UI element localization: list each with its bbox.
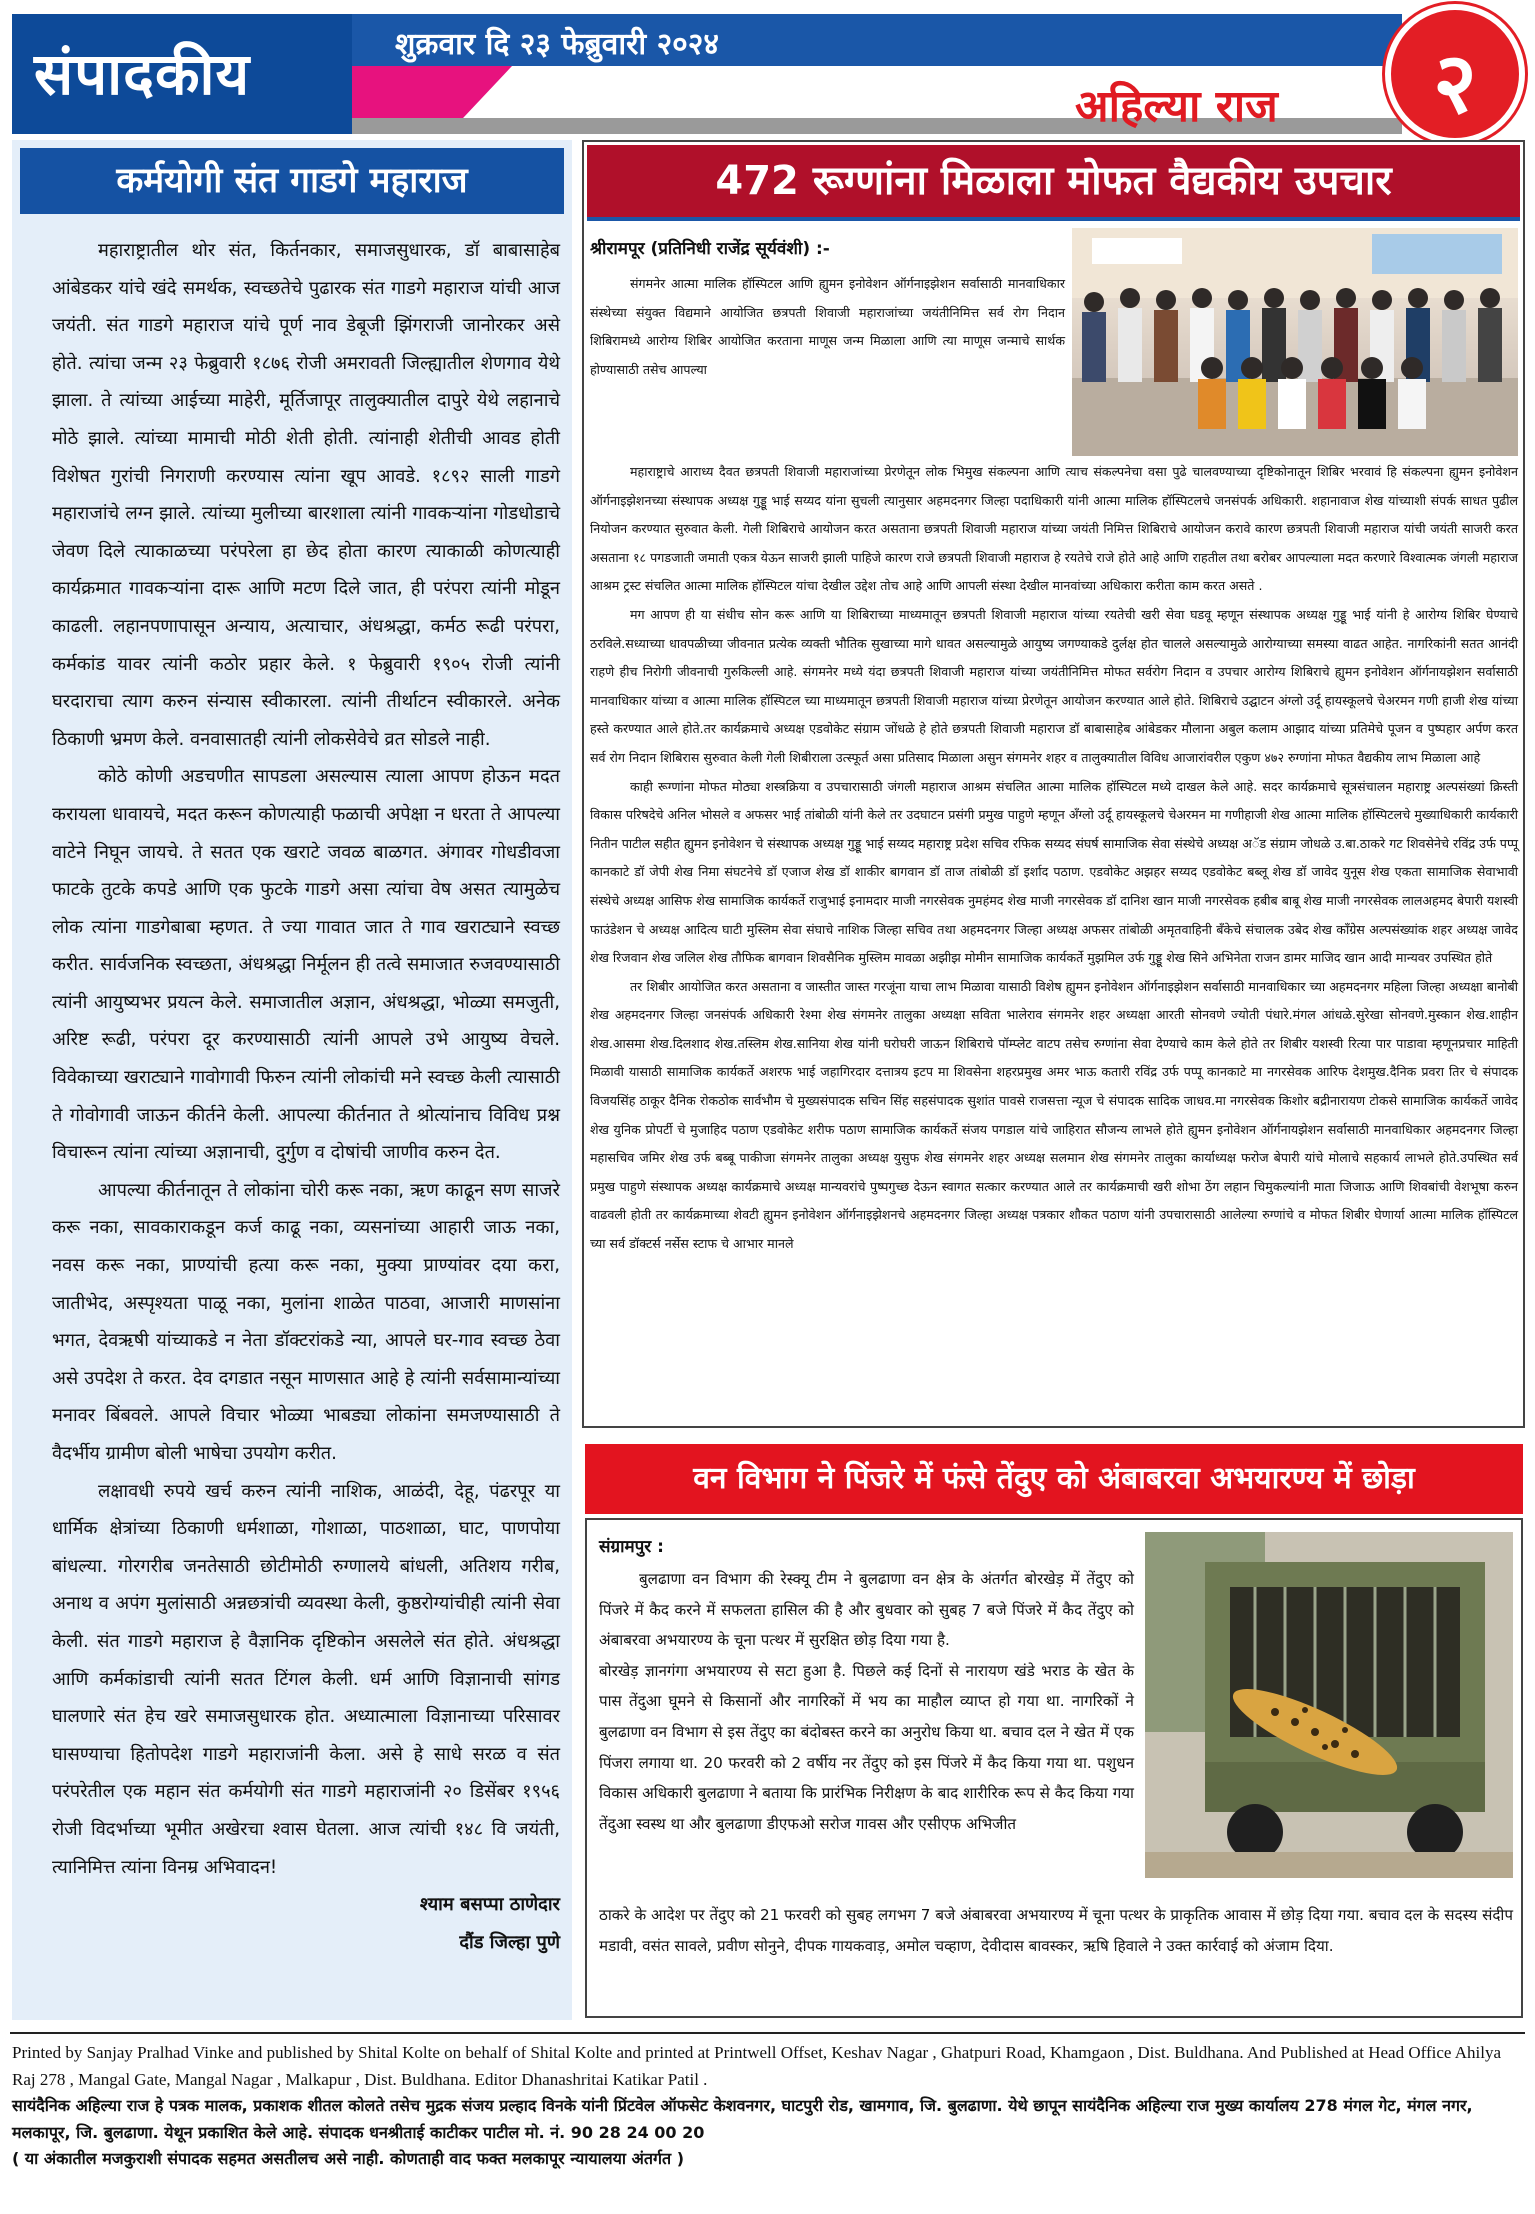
health-camp-lead-paragraph: संगमनेर आत्मा मालिक हॉस्पिटल आणि ह्युमन इनोवेशन ऑर्गनाइझेशन सर्वासाठी मानवाधिकार संस्थेच्या संयुक्त विद्यमाने आयोजित छत्रपती शिवाजी महाराजांच्या जयंतीनिमित्त सर्व रोग निदान शिबिरामध्ये आरोग्य शिबिर आयोजित करताना माणूस जन्म मिळाला आणि त्या माणूस जन्माचे सार्थक होण्यासाठी तसेच आपल्या [590,276,1065,377]
leopard-paragraph: बुलढाणा वन विभाग की रेस्क्यू टीम ने बुलढाणा वन क्षेत्र के अंतर्गत बोरखेड़ में तेंदुए को पिंजरे में कैद करने में सफलता हासिल की है और बुधवार को सुबह 7 बजे पिंजरे में कैद तेंदुए को अंबाबरवा अभयारण्य के चूना पत्थर में सुरक्षित छोड़ दिया गया है. [599,1570,1134,1650]
health-camp-paragraph: काही रूग्णांना मोफत मोठ्या शस्त्रक्रिया व उपचारासाठी जंगली महाराज आश्रम संचलित आत्मा मालिक हॉस्पिटल मध्ये दाखल केले आहे. सदर कार्यक्रमाचे सूत्रसंचालन महाराष्ट्र अल्पसंख्यां क्रिस्ती विकास परिषदेचे अनिल भोसले व अफसर भाई तांबोळी यांनी केले तर उदघाटन प्रसंगी प्रमुख पाहुणे म्हणून अँग्लो उर्दू हायस्कूलचे चेअरमन मा गणीहाजी शेख आत्मा मालिक हॉस्पिटलचे मुख्याधिकारी कार्यकारी नितीन पाटील सहीत ह्युमन इनोवेशन चे संस्थापक अध्यक्ष गुड्डू भाई सय्यद महाराष्ट्र प्रदेश सचिव रफिक सय्यद संघर्ष सामाजिक सेवा संस्थेचे अध्यक्ष अॅड संग्राम जोधळे उ.बा.ठाकरे गट शिवसेनेचे रविंद्र उर्फ पप्पू कानकाटे डॉ जेपी शेख निमा संघटनेचे डॉ एजाज शेख डॉ शाकीर बागवान डॉ ताज तांबोळी डॉ इर्शाद पठाण. एडवोकेट अझहर सय्यद एडवोकेट बब्लू शेख डॉ जावेद युनूस शेख एकता सामाजिक सेवाभावी संस्थेचे अध्यक्ष आसिफ शेख सामाजिक कार्यकर्ते राजुभाई इनामदार माजी नगरसेवक नुमहंमद शेख माजी नगरसेवक डॉ दानिश खान माजी नगरसेवक हबीब बाबू शेख माजी नगरसेवक लालअहमद बेपारी यशस्वी फाउंडेशन चे अध्यक्ष आदित्य घाटी मुस्लिम सेवा संघाचे नाशिक जिल्हा सचिव तथा अहमदनगर जिल्हा अध्यक्ष अफसर तांबोळी अमृतवाहिनी बँकेचे संचालक उबेद शेख कॉंग्रेस अल्पसंख्यांक शहर अध्यक्ष जावेद शेख रिजवान शेख जलिल शेख तौफिक बागवान शिवसैनिक मुस्लिम मावळा अझीझ मोमीन सामाजिक कार्यकर्ते मुझमिल उर्फ गुड्डू शेख सिने अभिनेता राजन डामर माजिद खान आदी मान्यवर उपस्थित होते [590,778,1518,966]
section-title: संपादकीय [34,40,251,108]
leopard-paragraph: बोरखेड़ ज्ञानगंगा अभयारण्य से सटा हुआ है. पिछले कई दिनों से नारायण खंडे भराड के खेत के पास तेंदुआ घूमने से किसानों और नागरिकों में भय का माहौल व्याप्त हो गया था. नागरिकों ने बुलढाणा वन विभाग से इस तेंदुए का बंदोबस्त करने का अनुरोध किया था. बचाव दल ने खेत में एक पिंजरा लगाया था. 20 फरवरी को 2 वर्षीय नर तेंदुए को इस पिंजरे में कैद किया गया था. पशुधन विकास अधिकारी बुलढाणा ने बताया कि प्रारंभिक निरीक्षण के बाद शारीरिक रूप से कैद किया गया तेंदुआ स्वस्थ था और बुलढाणा डीएफओ सरोज गावस और एसीएफ अभिजीत [599,1661,1134,1833]
imprint-marathi: सायंदैनिक अहिल्या राज हे पत्रक मालक, प्रकाशक शीतल कोलते तसेच मुद्रक संजय प्रल्हाद विनके यांनी प्रिंटवेल ऑफसेट केशवनगर, घाटपुरी रोड, खामगाव, जि. बुलढाणा. येथे छापून सायंदैनिक अहिल्या राज मुख्य कार्यालय 278 मंगल गेट, मंगल नगर, मलकापूर, जि. बुलढाणा. येथून प्रकाशित केले आहे. संपादक धनश्रीताई काटीकर पाटील मो. नं. 90 28 24 00 20 [12,2096,1473,2142]
page-number-badge [1385,4,1525,144]
health-camp-story [582,140,1525,1428]
editorial-paragraph: लक्षावधी रुपये खर्च करुन त्यांनी नाशिक, आळंदी, देहू, पंढरपूर या धार्मिक क्षेत्रांच्या ठिकाणी धर्मशाळा, गोशाळा, पाठशाळा, घाट, पाणपोया बांधल्या. गोरगरीब जनतेसाठी छोटीमोठी रुग्णालये बांधली, अतिशय गरीब, अनाथ व अपंग मुलांसाठी अन्नछत्रांची व्यवस्था केली, कुष्ठरोग्यांचीही त्यांनी सेवा केली. संत गाडगे महाराज हे वैज्ञानिक दृष्टिकोन असलेले संत होते. अंधश्रद्धा आणि कर्मकांडाची त्यांनी सतत टिंगल केली. धर्म आणि विज्ञानाची सांगड घालणारे संत हेच खरे समाजसुधारक होत. अध्यात्माला विज्ञानाच्या परिसावर घासण्याचा हितोपदेश गाडगे महाराजांनी केला. असे हे साधे सरळ व संत परंपरेतील एक महान संत कर्मयोगी संत गाडगे महाराजांनी २० डिसेंबर १९५६ रोजी विदर्भाच्या भूमीत अखेरचा श्वास घेतला. आज त्यांची १४८ वि जयंती, त्यानिमित्त त्यांना विनम्र अभिवादन! [52,1480,560,1878]
editorial-body [52,232,560,1961]
health-camp-lead [590,270,1065,384]
leopard-headline: वन विभाग ने पिंजरे में फंसे तेंदुए को अंबाबरवा अभयारण्य में छोड़ा [585,1444,1523,1514]
newspaper-name: अहिल्या राज [1075,81,1278,132]
editorial-paragraph: आपल्या कीर्तनातून ते लोकांना चोरी करू नका, ऋण काढून सण साजरे करू नका, सावकाराकडून कर्ज काढू नका, व्यसनांच्या आहारी जाऊ नका, नवस करू नका, प्राण्यांची हत्या करू नका, मुक्या प्राण्यांवर दया करा, जातीभेद, अस्पृश्यता पाळू नका, मुलांना शाळेत पाठवा, आजारी माणसांना भगत, देवऋषी यांच्याकडे न नेता डॉक्टरांकडे न्या, आपले घर-गाव स्वच्छ ठेवा असे उपदेश ते करत. देव दगडात नसून माणसात आहे हे त्यांनी सर्वसामान्यांच्या मनावर बिंबवले. आपले विचार भोळ्या भाबड्या लोकांना समजण्यासाठी ते वैदर्भीय ग्रामीण बोली भाषेचा उपयोग करीत. [52,1179,560,1464]
editorial-author: श्याम बसप्पा ठाणेदार [419,1894,560,1916]
editorial-paragraph: कोठे कोणी अडचणीत सापडला असल्यास त्याला आपण होऊन मदत करायला धावायचे, मदत करून कोणत्याही फळाची अपेक्षा न धरता ते आपल्या वाटेने निघून जायचे. ते सतत एक खराटे जवळ बाळगत. अंगावर गोधडीवजा फाटके तुटके कपडे आणि एक फुटके गाडगे असा त्यांचा वेष असत त्यामुळेच लोक त्यांना गाडगेबाबा म्हणत. ते ज्या गावात जात ते गाव खराट्याने स्वच्छ करीत. सार्वजनिक स्वच्छता, अंधश्रद्धा निर्मूलन ही तत्वे समाजात रुजवण्यासाठी त्यांनी आयुष्यभर प्रयत्न केले. समाजातील अज्ञान, अंधश्रद्धा, भोळ्या समजुती, अरिष्ट रूढी, परंपरा दूर करण्यासाठी त्यांनी आपले उभे आयुष्य वेचले. विवेकाच्या खराट्याने गावोगावी फिरुन त्यांनी लोकांची मने स्वच्छ केली त्यासाठी ते गोवोगावी जाऊन कीर्तने केली. आपल्या कीर्तनात ते श्रोत्यांनाच विविध प्रश्न विचारून त्यांना त्यांच्या अज्ञानाची, दुर्गुण व दोषांची जाणीव करुन देत. [52,766,560,1164]
editorial-column [12,140,572,2020]
health-camp-photo [1072,228,1518,456]
footer-rule [10,2032,1525,2034]
health-camp-dateline: श्रीरामपूर (प्रतिनिधी राजेंद्र सूर्यवंशी) :- [590,239,830,259]
leopard-photo [1145,1532,1513,1878]
health-camp-paragraph: मग आपण ही या संधीच सोन करू आणि या शिबिराच्या माध्यमातून छत्रपती शिवाजी महाराज यांच्या रयतेची खरी सेवा घडवू म्हणून संस्थापक अध्यक्ष गुड्डू भाई यांनी हे आरोग्य शिबिर घेण्याचे ठरविले.सध्याच्या धावपळीच्या जीवनात प्रत्येक व्यक्ती भौतिक सुखाच्या मागे धावत असल्यामुळे आयुष्य जगण्याकडे दुर्लक्ष होत चालले असल्यामुळे आरोग्याच्या समस्या वाढत आहेत. नागरिकांनी सतत आनंदी राहणे हीच निरोगी जीवनाची गुरुकिल्ली आहे. संगमनेर मध्ये यंदा छत्रपती शिवाजी महाराज यांच्या जयंतीनिमित्त मोफत सर्वरोग निदान व उपचार आरोग्य शिबिराचे ह्युमन इनोवेशन ऑर्गनायझेशन सर्वासाठी मानवाधिकार यांच्या व आत्मा मालिक हॉस्पिटल च्या माध्यमातून छत्रपती शिवाजी महाराज यांच्या प्रेरणेतून आयोजन करण्यात आले होते. शिबिराचे उद्घाटन अंग्लो उर्दू हायस्कूलचे चेअरमन गणी हाजी शेख यांच्या हस्ते करण्यात आले होते.तर कार्यक्रमाचे अध्यक्ष एडवोकेट संग्राम जोंधळे हे होते छत्रपती शिवाजी महाराज डॉ बाबासाहेब आंबेडकर मौलाना अबुल कलाम आझाद यांच्या प्रतिमेचे पूजन व पुष्पहार अर्पण करत सर्व रोग निदान शिबिरास सुरुवात केली गेली शिबीराला उत्स्फूर्त असा प्रतिसाद मिळाला असुन संगमनेर शहर व तालुक्यातील विविध आजारांवरील एकुण ४७२ रुग्णांना मोफत वैद्यकीय लाभ मिळाला आहे [590,606,1518,765]
page-number: २ [1433,34,1477,132]
imprint-line [12,2040,1522,2173]
editorial-author-place: दौंड जिल्हा पुणे [459,1931,560,1953]
editorial-paragraph: महाराष्ट्रातील थोर संत, किर्तनकार, समाजसुधारक, डॉ बाबासाहेब आंबेडकर यांचे खंदे समर्थक, स्वच्छतेचे पुढारक संत गाडगे महाराज यांची आज जयंती. संत गाडगे महाराज यांचे पूर्ण नाव डेबूजी झिंगराजी जानोरकर असे होते. त्यांचा जन्म २३ फेब्रुवारी १८७६ रोजी अमरावती जिल्ह्यातील शेणगाव येथे झाला. ते त्यांच्या आईच्या माहेरी, मूर्तिजापूर तालुक्यातील दापुरे येथे लहानाचे मोठे झाले. त्यांच्या मामाची मोठी शेती होती. त्यांनाही शेतीची आवड होती विशेषत गुरांची निगराणी करण्यास त्यांना खूप आवडे. १८९२ साली गाडगे महाराजांचे लग्न झाले. त्यांच्या मुलीच्या बारशाला त्यांनी गावकऱ्यांना गोडधोडाचे जेवण दिले त्याकाळच्या परंपरेला हा छेद होता कारण त्याकाळी कोणत्याही कार्यक्रमात गावकऱ्यांना दारू आणि मटण दिले जात, ही परंपरा त्यांनी मोडून काढली. लहानपणापासून अन्याय, अत्याचार, अंधश्रद्धा, कर्मठ रूढी परंपरा, कर्मकांड यावर त्यांनी कठोर प्रहार केले. १ फेब्रुवारी १९०५ रोजी त्यांनी घरदाराचा त्याग करुन संन्यास स्वीकारला. त्यांनी तीर्थाटन स्वीकारले. अनेक ठिकाणी भ्रमण केले. वनवासातही त्यांनी लोकसेवेचे व्रत सोडले नाही. [52,240,560,750]
imprint-english: Printed by Sanjay Pralhad Vinke and published by Shital Kolte on behalf of Shital Kolte and printed at Printwell Offset, Keshav Nagar , Ghatpuri Road, Khamgaon , Dist. Buldhana. And Published at Head Office Ahilya Raj 278 , Mangal Gate, Mangal Nagar , Malkapur , Dist. Buldhana. Editor Dhanashritai Katikar Patil . [12,2043,1502,2089]
issue-date: शुक्रवार दि २३ फेब्रुवारी २०२४ [395,27,719,62]
health-camp-body [590,458,1518,1259]
leopard-lead [599,1564,1134,1839]
health-camp-paragraph: महाराष्ट्राचे आराध्य दैवत छत्रपती शिवाजी महाराजांच्या प्रेरणेतून लोक भिमुख संकल्पना आणि त्याच संकल्पनेचा वसा पुढे चालवण्याच्या दृष्टिकोनातून शिबिर भरवावं हि संकल्पना ह्युमन इनोवेशन ऑर्गनाइझेशनच्या संस्थापक अध्यक्ष गुड्डू भाई सय्यद यांना सुचली त्यानुसार अहमदनगर जिल्हा पदाधिकारी यांनी आत्मा मालिक हॉस्पिटलचे जनसंपर्क अधिकारी. शहानावाज शेख यांच्याशी संपर्क साधत पुढील नियोजन करण्यात सुरुवात केली. गेली शिबिराचे आयोजन करत असताना छत्रपती शिवाजी महाराज यांच्या जयंती निमित्त शिबिराचे आयोजन करावे कारण छत्रपती शिवाजी महाराज यांची जयंती साजरी करत असताना १८ पगडजाती जमाती एकत्र येऊन साजरी झाली पाहिजे कारण राजे छत्रपती शिवाजी महाराज हे रयतेचे राजे होते आहे आणि राहतील तथा बरोबर आपल्याला मदत करणारे विश्वात्मक जंगली महाराज आश्रम ट्रस्ट संचलित आत्मा मालिक हॉस्पिटल यांचा देखील उद्देश तोच आहे आणि आपली संस्था देखील मानवांच्या अधिकारा करीता काम करत असते . [590,464,1518,594]
leopard-release-image [1145,1532,1513,1878]
imprint-disclaimer: ( या अंकातील मजकुराशी संपादक सहमत असतीलच असे नाही. कोणताही वाद फक्त मलकापूर न्यायालया अंतर्गत ) [12,2149,685,2168]
group-photo-image [1072,228,1518,456]
leopard-dateline: संग्रामपुर : [599,1537,664,1557]
editorial-headline: कर्मयोगी संत गाडगे महाराज [20,148,564,214]
leopard-paragraph: ठाकरे के आदेश पर तेंदुए को 21 फरवरी को सुबह लगभग 7 बजे अंबाबरवा अभयारण्य में चूना पत्थर के प्राकृतिक आवास में छोड़ दिया गया. बचाव दल के सदस्य संदीप मडावी, वसंत सावले, प्रवीण सोनुने, दीपक गायकवाड़, अमोल चव्हाण, देवीदास बावस्कर, ऋषि हिवाले ने उक्त कार्रवाई को अंजाम दिया. [599,1906,1513,1955]
health-camp-paragraph: तर शिबीर आयोजित करत असताना व जास्तीत जास्त गरजूंना याचा लाभ मिळावा यासाठी विशेष ह्युमन इनोवेशन ऑर्गनाइझेशन सर्वासाठी मानवाधिकार च्या अहमदनगर महिला जिल्हा अध्यक्षा बानोबी शेख अहमदनगर जिल्हा जनसंपर्क अधिकारी रेश्मा शेख संगमनेर तालुका अध्यक्षा सविता भालेराव संगमनेर शहर अध्यक्षा आरती सोनवणे ज्योती पंधारे.मंगल आंधळे.सुरेखा सोनवणे.मुस्कान शेख.शाहीन शेख.आसमा शेख.दिलशाद शेख.तस्लिम शेख.सानिया शेख यांनी घरोघरी जाऊन शिबिराचे पॉम्प्लेट वाटप तसेच रुग्णांना सेवा देण्याचे काम केले होते तर शिबीर यशस्वी रित्या पार पाडावा म्हणूनप्रचार माहिती मिळावी यासाठी सामाजिक कार्यकर्ते अशरफ भाई जहागिरदार दत्तात्रय इटप मा शिवसेना शहरप्रमुख अमर भाऊ कतारी रविंद्र उर्फ पप्पू कानकाटे मा नगरसेवक आरिफ देशमुख.दैनिक प्रवरा तिर चे संपादक विजयसिंह ठाकूर दैनिक रोकठोक सार्वभौम चे मुख्यसंपादक सचिन सिंह सहसंपादक सुशांत पावसे राजसत्ता न्यूज चे संपादक सादिक जाधव.मा नगरसेवक किशोर बद्रीनारायण टोकसे सामाजिक कार्यकर्ते जावेद शेख युनिक प्रोपर्टी चे मुजाहिद पठाण एडवोकेट शरीफ पठाण सामाजिक कार्यकर्ते संजय पगडाल यांचे जाहिरात सौजन्य लाभले होते ह्युमन इनोवेशन ऑर्गनायझेशन सर्वासाठी मानवाधिकार अहमदनगर जिल्हा महासचिव जमिर शेख उर्फ बब्बू पाकीजा संगमनेर तालुका अध्यक्ष युसुफ शेख संगमनेर शहर अध्यक्ष सलमान शेख संगमनेर तालुका कार्याध्यक्ष फरोज बेपारी यांचे मोलाचे सहकार्य लाभले होते.उपस्थित सर्व प्रमुख पाहुणे संस्थापक अध्यक्ष कार्यक्रमाचे अध्यक्ष मान्यवरांचे पुष्पगुच्छ देऊन स्वागत सत्कार करण्यात आले तर कार्यक्रमाची खरी शोभा ठेंग लहान चिमुकल्यांनी माता जिजाऊ आणि शिवबांची वेशभूषा करुन वाढवली होती तर कार्यक्रमाच्या शेवटी ह्युमन इनोवेशन ऑर्गनाइझेशनचे अहमदनगर जिल्हा अध्यक्ष पत्रकार शौकत पठाण यांनी उपचारासाठी आलेल्या रुग्णांचे व मोफत शिबीर घेणार्या आत्मा मालिक हॉस्पिटल च्या सर्व डॉक्टर्स नर्सेस स्टाफ चे आभार मानले [590,978,1518,1252]
leopard-body [599,1900,1513,1961]
leopard-story [585,1518,1523,2018]
section-banner [12,14,352,134]
health-camp-headline: 472 रूग्णांना मिळाला मोफत वैद्यकीय उपचार [587,145,1520,221]
